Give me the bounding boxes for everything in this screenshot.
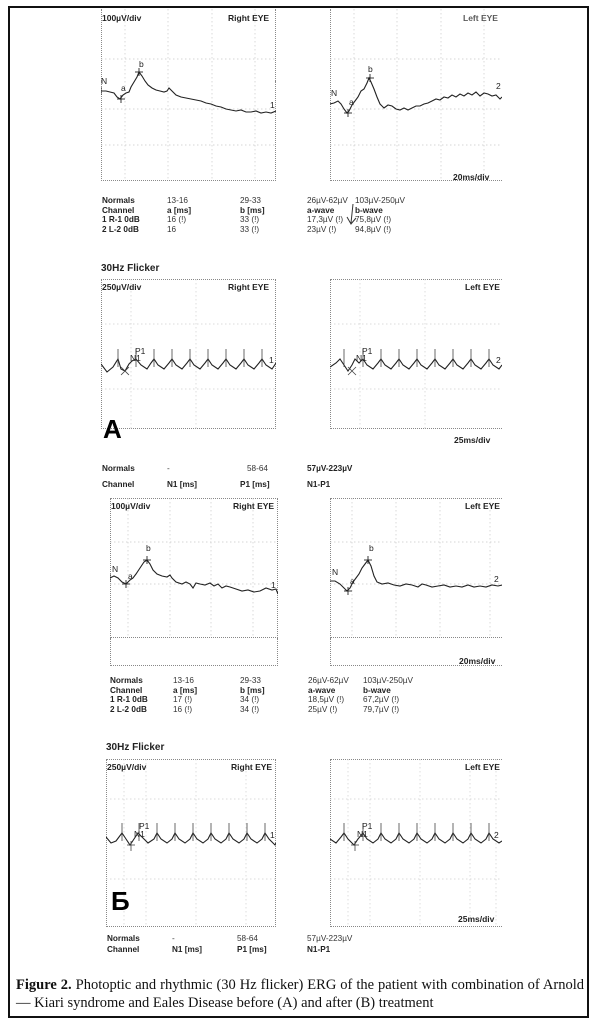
cell: a-wave xyxy=(308,685,336,695)
marker-p1: P1 xyxy=(362,821,373,831)
cell: 25µV (!) xyxy=(308,704,338,714)
cell: Normals xyxy=(110,676,143,685)
marker-channel-1: 1 xyxy=(271,580,276,590)
marker-n1: N1 xyxy=(356,353,367,363)
cell: Channel xyxy=(107,945,140,954)
marker-b: b xyxy=(146,543,151,553)
cell: 58-64 xyxy=(247,464,268,473)
section-label-a: A xyxy=(103,414,122,444)
cell: 33 (!) xyxy=(240,215,260,225)
cell: 2 L-2 0dB xyxy=(102,224,139,234)
cell: b [ms] xyxy=(240,205,265,215)
marker-n1: N1 xyxy=(357,829,368,839)
marker-n: N xyxy=(332,567,339,577)
marker-b: b xyxy=(139,59,144,69)
flicker-title: 30Hz Flicker xyxy=(101,263,160,274)
marker-n1: N1 xyxy=(130,353,141,363)
cell: 29-33 xyxy=(240,676,261,685)
cell: 58-64 xyxy=(237,934,258,943)
waveform-b-flicker-right xyxy=(106,759,276,927)
cell: N1 [ms] xyxy=(167,480,198,489)
eye-label-right: Right EYE xyxy=(231,762,273,772)
scale-label: 250µV/div xyxy=(102,282,142,292)
cell: 17 (!) xyxy=(173,695,193,705)
cell: P1 [ms] xyxy=(237,945,267,954)
cell: Channel xyxy=(102,205,135,215)
scale-label: 250µV/div xyxy=(107,762,147,772)
flicker-title: 30Hz Flicker xyxy=(106,742,165,753)
cell: 16 xyxy=(167,224,177,234)
time-scale-label: 20ms/div xyxy=(459,656,496,666)
cell: 1 R-1 0dB xyxy=(110,695,148,705)
normals-row xyxy=(110,676,510,686)
normals-row xyxy=(102,461,502,477)
panel-b-photopic-right-eye-lower xyxy=(110,638,278,666)
marker-b: b xyxy=(369,543,374,553)
cell: Channel xyxy=(110,685,143,695)
marker-channel-2: 2 xyxy=(496,355,501,365)
marker-n: N xyxy=(112,564,119,574)
cell: Channel xyxy=(102,480,135,489)
table-row xyxy=(102,225,502,235)
cell: 94,8µV (!) xyxy=(355,224,392,234)
cell: Normals xyxy=(107,934,140,943)
cell: 2 L-2 0dB xyxy=(110,704,147,714)
table-row xyxy=(102,215,502,225)
caption-text: Photoptic and rhythmic (30 Hz flicker) ERG of the patient with combination of Arnold — Kiari syndrome and Eales Disease before (A) and after (B) treatment xyxy=(16,977,585,1011)
handwritten-down-arrow-icon xyxy=(344,203,358,227)
marker-channel-1: 1 xyxy=(270,100,275,110)
time-scale-label: 20ms/div xyxy=(453,172,490,182)
cell: b [ms] xyxy=(240,685,265,695)
cell: 13-16 xyxy=(167,196,188,205)
waveform-b-photopic-left xyxy=(330,498,502,638)
eye-label-left: Left EYE xyxy=(465,762,500,772)
cell: N1 [ms] xyxy=(172,945,203,954)
waveform-b-photopic-right xyxy=(110,498,278,638)
table-b-flicker xyxy=(107,933,507,955)
scale-label: 100µV/div xyxy=(111,501,151,511)
table-a-photopic xyxy=(102,196,502,234)
table-row xyxy=(110,705,510,715)
eye-label-right: Right EYE xyxy=(233,501,275,511)
marker-n: N xyxy=(101,76,108,86)
cell: Normals xyxy=(102,464,135,473)
marker-p1: P1 xyxy=(139,821,150,831)
cell: 23µV (!) xyxy=(307,224,337,234)
waveform-a-flicker-right xyxy=(101,279,276,429)
header-row xyxy=(107,944,507,955)
cell: Normals xyxy=(102,196,135,205)
marker-channel-2: 2 xyxy=(494,574,499,584)
marker-n1: N1 xyxy=(134,829,145,839)
marker-b: b xyxy=(368,64,373,74)
cell: 18,5µV (!) xyxy=(308,695,345,705)
cell: 103µV-250µV xyxy=(363,676,413,685)
marker-channel-1: 1 xyxy=(270,830,275,840)
cell: - xyxy=(167,464,170,473)
cell: b-wave xyxy=(355,205,383,215)
cell: 16 (!) xyxy=(167,215,187,225)
cell: 103µV-250µV xyxy=(355,196,405,205)
table-a-flicker xyxy=(102,461,502,493)
cell: 34 (!) xyxy=(240,704,260,714)
eye-label-left: Left EYE xyxy=(465,282,500,292)
eye-label-left: Left EYE xyxy=(465,501,500,511)
marker-channel-1: 1 xyxy=(269,355,274,365)
cell: 13-16 xyxy=(173,676,194,685)
cell: a-wave xyxy=(307,205,335,215)
cell: 34 (!) xyxy=(240,695,260,705)
normals-row xyxy=(107,933,507,944)
cell: 75,8µV (!) xyxy=(355,215,392,225)
cell: 29-33 xyxy=(240,196,261,205)
marker-n: N xyxy=(331,88,338,98)
normals-row xyxy=(102,196,502,206)
marker-a: a xyxy=(349,97,354,107)
time-scale-label: 25ms/div xyxy=(458,914,495,924)
marker-a: a xyxy=(128,571,133,581)
marker-channel-2: 2 xyxy=(496,81,501,91)
cell: N1-P1 xyxy=(307,945,331,954)
waveform-a-photopic-right xyxy=(101,9,276,181)
cell: 26µV-62µV xyxy=(308,676,349,685)
cell: 17,3µV (!) xyxy=(307,215,344,225)
cell: 1 R-1 0dB xyxy=(102,215,140,225)
marker-p1: P1 xyxy=(362,346,373,356)
panel-b-photopic-left-eye-lower xyxy=(330,638,502,666)
header-row xyxy=(102,206,502,216)
table-row xyxy=(110,695,510,705)
cell: - xyxy=(172,934,175,943)
scale-label: 100µV/div xyxy=(102,13,142,23)
figure-caption xyxy=(16,976,584,1012)
cell: 57µV-223µV xyxy=(307,464,353,473)
header-row xyxy=(102,477,502,493)
eye-label-right: Right EYE xyxy=(228,13,270,23)
eye-label-left: Left EYE xyxy=(463,13,498,23)
table-b-photopic xyxy=(110,676,510,714)
waveform-a-photopic-left xyxy=(330,9,502,181)
header-row xyxy=(110,686,510,696)
caption-label: Figure 2. xyxy=(16,977,72,993)
marker-a: a xyxy=(121,83,126,93)
cell: 67,2µV (!) xyxy=(363,695,400,705)
time-scale-label: 25ms/div xyxy=(454,435,491,445)
cell: 57µV-223µV xyxy=(307,934,353,943)
marker-channel-2: 2 xyxy=(494,830,499,840)
cell: 33 (!) xyxy=(240,224,260,234)
cell: 26µV-62µV xyxy=(307,196,348,205)
cell: a [ms] xyxy=(173,685,198,695)
marker-a: a xyxy=(350,576,355,586)
waveform-b-flicker-left xyxy=(330,759,502,927)
cell: P1 [ms] xyxy=(240,480,270,489)
cell: 16 (!) xyxy=(173,704,193,714)
eye-label-right: Right EYE xyxy=(228,282,270,292)
marker-p1: P1 xyxy=(135,346,146,356)
cell: N1-P1 xyxy=(307,480,331,489)
cell: b-wave xyxy=(363,685,391,695)
cell: 79,7µV (!) xyxy=(363,704,400,714)
section-label-b: Б xyxy=(111,886,130,916)
cell: a [ms] xyxy=(167,205,192,215)
